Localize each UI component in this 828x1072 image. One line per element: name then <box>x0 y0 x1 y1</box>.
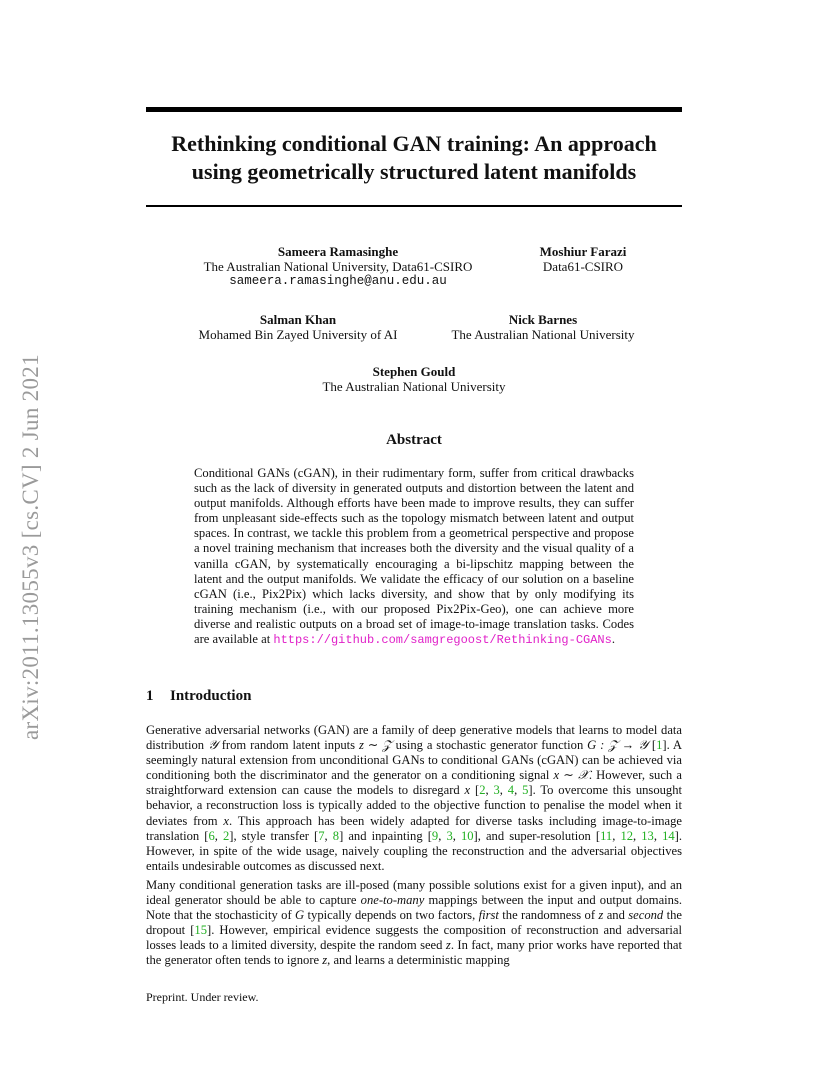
author-affiliation: Data61-CSIRO <box>542 259 624 274</box>
emphasis: one-to-many <box>360 893 425 908</box>
section-heading-introduction <box>146 688 251 705</box>
title-line-2: using geometrically structured latent manifolds <box>191 159 637 184</box>
citation-link[interactable]: 9 <box>431 828 439 843</box>
citation-link[interactable]: 10 <box>460 828 474 843</box>
citation-link[interactable]: 2 <box>222 828 230 843</box>
citation-link[interactable]: 11 <box>600 828 613 843</box>
text-segment: . This approach has been widely adapted for diverse tasks including image-to-image translation [ <box>146 813 682 843</box>
citation-link[interactable]: 1 <box>656 738 663 753</box>
author-block-2 <box>508 244 658 274</box>
math-symbol: x ∼ 𝒳 <box>553 768 589 783</box>
text-segment: ]. However, empirical evidence suggests the composition of reconstruction and adversarial losses leads to a limited diversity, despite the random seed <box>146 923 682 953</box>
author-block-1 <box>188 244 488 289</box>
citation-link[interactable]: 14 <box>662 828 675 843</box>
citation-link[interactable]: 6 <box>208 828 215 843</box>
title-bottom-rule <box>146 205 682 207</box>
author-name: Sameera Ramasinghe <box>277 244 399 259</box>
math-symbol: G <box>295 908 305 923</box>
citation-link[interactable]: 15 <box>194 923 207 938</box>
emphasis: first <box>478 908 499 923</box>
abstract-text: Conditional GANs (cGAN), in their rudimentary form, suffer from critical drawbacks such as the lack of diversity in generated outputs and distortion between the latent and output manifolds. Although efforts have been made to improve results, they can suffer from unpleasant side-effects such as the topology mismatch between latent and output spaces. In contrast, we tackle this problem from a geometrical perspective and propose a novel training mechanism that increases both the diversity and the visual quality of a vanilla cGAN, by systematically encouraging a bi-lipschitz mapping between the latent and the output manifolds. We validate the efficacy of our solution on a baseline cGAN (i.e., Pix2Pix) which lacks diversity, and show that by only modifying its training mechanism (i.e., with our proposed Pix2Pix-Geo), one can achieve more diverse and realistic outputs on a broad set of image-to-image translation tasks. Codes are available at <box>194 466 634 647</box>
author-name: Salman Khan <box>259 312 337 327</box>
text-segment: ], and super-resolution [ <box>473 828 601 843</box>
text-segment: mappings between the input and output domains. Note that the stochasticity of <box>146 893 682 923</box>
text-segment: the randomness of <box>498 908 599 923</box>
citation-link[interactable]: 3 <box>493 783 500 798</box>
text-segment: . In fact, many prior works have reported that the generator often tends to ignore <box>146 938 682 968</box>
intro-paragraph-1: Generative adversarial networks (GAN) are a family of deep generative models that learns to model data distribution 𝒴 from random latent inputs z ∼ 𝒵 using a stochastic generator function G : 𝒵 → 𝒴 [1]. A seemingly natural extension from unconditional GANs to conditional GANs (cGAN) can be achieved via conditioning both the discriminator and the generator on a conditioning signal x ∼ 𝒳. However, such a straightforward extension can cause the models to disregard x [2, 3, 4, 5]. To overcome this unsought behavior, a reconstruction loss is typically added to the objective function to penalise the model when it deviates from x. This approach has been widely adapted for diverse tasks including image-to-image translation [6, 2], style transfer [7, 8] and inpainting [9, 3, 10], and super-resolution [11, 12, 13, 14]. However, in spite of the wide usage, naively coupling the reconstruction and the adversarial objectives entails undesirable outcomes as discussed next. <box>146 723 683 873</box>
math-symbol: z <box>445 938 451 953</box>
section-title: Introduction <box>170 688 252 704</box>
text-segment: from random latent inputs <box>217 738 359 753</box>
citation-link[interactable]: 4 <box>507 783 515 798</box>
author-name: Stephen Gould <box>372 364 456 379</box>
author-affiliation: The Australian National University, Data61-CSIRO <box>203 259 473 274</box>
math-symbol: z <box>322 953 328 968</box>
arxiv-identifier: arXiv:2011.13055v3 [cs.CV] 2 Jun 2021 <box>18 354 43 740</box>
author-block-3 <box>178 312 418 342</box>
author-affiliation: The Australian National University <box>322 379 506 394</box>
author-block-5 <box>294 364 534 394</box>
citation-link[interactable]: 13 <box>641 828 654 843</box>
math-symbol: x <box>464 783 471 798</box>
math-symbol: z ∼ 𝒵 <box>358 738 392 753</box>
emphasis: second <box>628 908 664 923</box>
preprint-footer: Preprint. Under review. <box>146 990 259 1004</box>
text-segment: , and learns a deterministic mapping <box>327 953 510 968</box>
text-segment: ]. A seemingly natural extension from unconditional GANs to conditional GANs (cGAN) can be achieved via conditioning both the discriminator and the generator on a conditioning signal <box>146 738 683 783</box>
title-line-1: Rethinking conditional GAN training: An approach <box>171 131 657 156</box>
text-segment: Many conditional generation tasks are ill-posed (many possible solutions exist for a given input), and an ideal generator should be able to capture <box>146 878 682 908</box>
text-segment: ], style transfer [ <box>229 828 319 843</box>
citation-link[interactable]: 12 <box>620 828 634 843</box>
text-segment: and <box>603 908 629 923</box>
section-number: 1 <box>146 688 154 704</box>
abstract-body <box>194 466 634 648</box>
paper-title <box>146 130 682 186</box>
text-segment: using a stochastic generator function <box>391 738 588 753</box>
math-symbol: 𝒴 <box>207 738 218 753</box>
citation-link[interactable]: 8 <box>332 828 340 843</box>
author-email: sameera.ramasinghe@anu.edu.au <box>229 274 447 288</box>
author-name: Moshiur Farazi <box>539 244 627 259</box>
title-top-rule <box>146 107 682 112</box>
author-affiliation: Mohamed Bin Zayed University of AI <box>198 327 398 342</box>
citation-link[interactable]: 3 <box>446 828 453 843</box>
citation-link[interactable]: 7 <box>318 828 325 843</box>
code-repository-link[interactable]: https://github.com/samgregoost/Rethinking-CGANs <box>273 633 612 648</box>
intro-paragraph-2 <box>146 878 682 969</box>
math-symbol: x <box>223 813 229 828</box>
text-segment: Generative adversarial networks (GAN) are a family of deep generative models that learns to model data distribution <box>146 723 682 753</box>
text-segment: ] and inpainting [ <box>339 828 432 843</box>
text-segment: ]. To overcome this unsought behavior, a reconstruction loss is typically added to the objective function to penalise the model when it deviates from <box>146 783 683 828</box>
abstract-period: . <box>611 632 615 647</box>
text-segment: typically depends on two factors, <box>304 908 479 923</box>
citation-link[interactable]: 2 <box>479 783 486 798</box>
math-symbol: G : 𝒵 → 𝒴 <box>587 738 649 753</box>
text-segment: the dropout [ <box>146 908 682 938</box>
author-affiliation: The Australian National University <box>451 327 635 342</box>
text-segment: . However, such a straightforward extension can cause the models to disregard <box>146 768 682 798</box>
author-name: Nick Barnes <box>508 312 578 327</box>
citation-link[interactable]: 5 <box>522 783 529 798</box>
abstract-heading: Abstract <box>386 432 442 448</box>
math-symbol: z <box>598 908 604 923</box>
text-segment: ]. However, in spite of the wide usage, naively coupling the reconstruction and the adversarial objectives entails undesirable outcomes as discussed next. <box>146 828 682 873</box>
author-block-4 <box>436 312 650 342</box>
